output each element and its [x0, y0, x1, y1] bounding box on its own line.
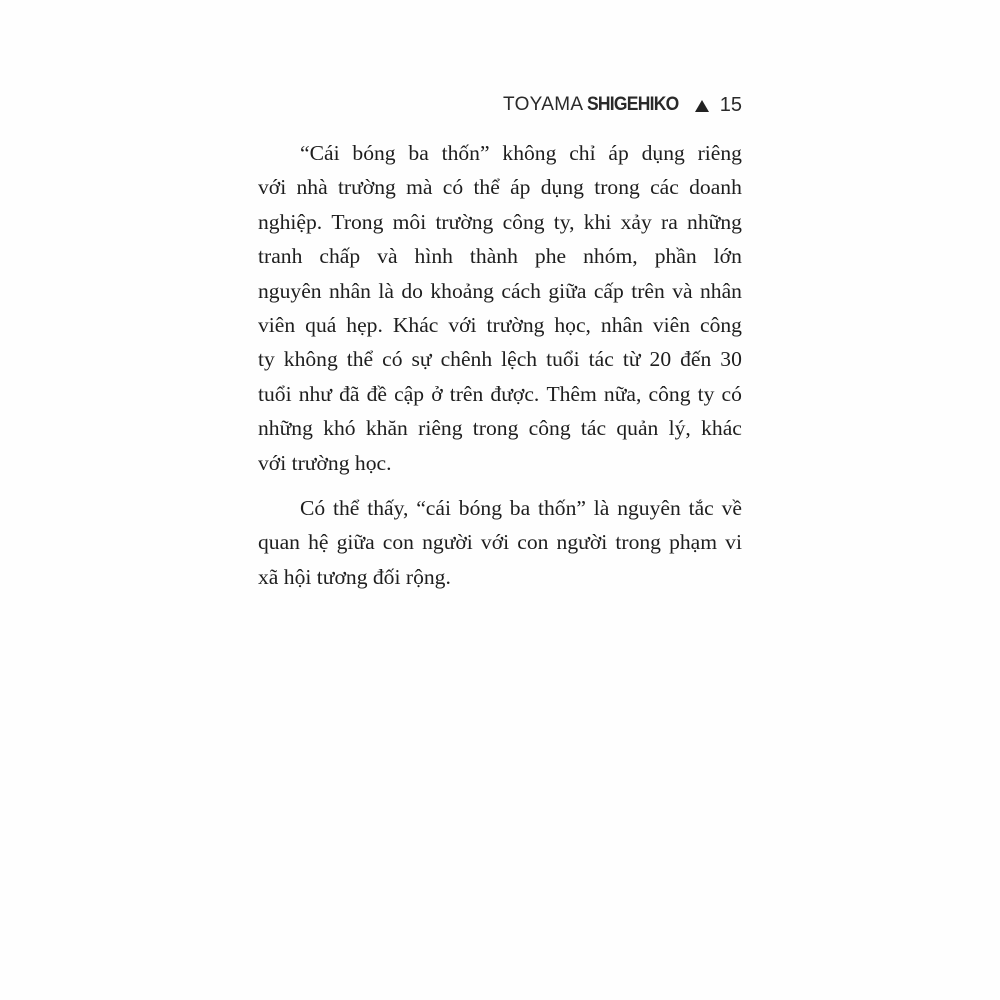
text-line: ty không thể có sự chênh lệch tuổi tác từ 20 đến 30 — [258, 347, 742, 372]
text-line: những khó khăn riêng trong công tác quản lý, khác — [258, 416, 742, 441]
text-line: với trường học. — [258, 450, 392, 475]
paragraph-1 — [258, 136, 742, 480]
author-last-name: SHIGEHIKO — [587, 94, 679, 115]
text-line: tuổi như đã đề cập ở trên được. Thêm nữa, công ty có — [258, 381, 742, 406]
text-line: nghiệp. Trong môi trường công ty, khi xảy ra những — [258, 209, 742, 234]
text-line: tranh chấp và hình thành phe nhóm, phần lớn — [258, 244, 742, 269]
running-header — [503, 88, 742, 122]
author-first-name: TOYAMA — [503, 94, 584, 115]
text-line: Có thể thấy, “cái bóng ba thốn” là nguyên tắc về — [300, 496, 742, 521]
triangle-icon — [695, 100, 709, 112]
text-line: với nhà trường mà có thể áp dụng trong các doanh — [258, 175, 742, 200]
page-number: 15 — [719, 93, 742, 116]
text-line: quan hệ giữa con người với con người trong phạm vi — [258, 530, 742, 555]
text-line: nguyên nhân là do khoảng cách giữa cấp trên và nhân — [258, 278, 742, 303]
paragraph-2 — [258, 491, 742, 594]
text-line: xã hội tương đối rộng. — [258, 564, 451, 589]
text-line: viên quá hẹp. Khác với trường học, nhân viên công — [258, 313, 742, 338]
paragraph-gap — [258, 480, 742, 491]
text-line: “Cái bóng ba thốn” không chỉ áp dụng riêng — [300, 141, 742, 165]
body-text — [258, 136, 742, 594]
